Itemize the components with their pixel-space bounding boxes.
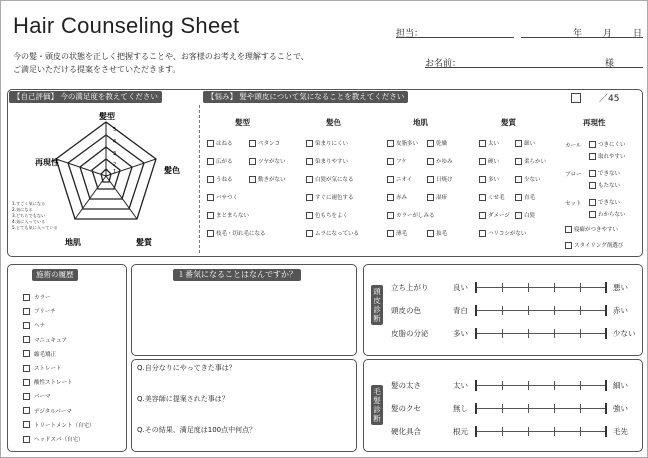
concern-checkbox[interactable] (249, 139, 280, 147)
concern-label: ダメージ (488, 213, 510, 219)
checkbox-icon[interactable] (249, 158, 256, 165)
history-label: パーマ (34, 394, 51, 401)
concern-label: 太い (488, 141, 500, 147)
concern-label: 柔らかい (524, 159, 547, 165)
concern-checkbox[interactable] (479, 175, 499, 183)
checkbox-icon[interactable] (515, 140, 522, 147)
history-item[interactable] (23, 421, 94, 429)
history-label: デジタルパーマ (34, 408, 72, 415)
diag-scale[interactable] (476, 287, 606, 288)
history-item[interactable] (23, 293, 51, 301)
concern-checkbox[interactable] (387, 175, 412, 183)
checkbox-icon[interactable] (427, 176, 434, 183)
concern-checkbox[interactable] (479, 193, 505, 201)
history-label: トリートメント（自宅） (34, 422, 95, 429)
repro-extra-2[interactable]: スタイリング剤選び (565, 241, 623, 249)
concern-label: 染まりにくい (315, 141, 349, 147)
scale-tick (528, 427, 529, 436)
history-label: カラー (34, 295, 51, 301)
scale-end (605, 305, 607, 316)
diag-right: 細い (613, 381, 628, 390)
checkbox-icon[interactable] (387, 212, 394, 219)
concerns-tag: 【悩み】 髪や頭皮について気になることを教えてください (203, 91, 408, 103)
history-item[interactable] (23, 435, 83, 443)
history-label: 酸性ストレート (34, 380, 73, 387)
concern-label: ハリコシがない (488, 231, 527, 237)
scale-tick (554, 283, 555, 292)
concern-head-3: 髪質 (501, 118, 516, 127)
scale-tick (502, 381, 503, 390)
concern-checkbox[interactable] (515, 175, 541, 183)
concern-checkbox[interactable] (249, 175, 286, 183)
diag-scale[interactable] (476, 385, 606, 386)
concern-checkbox[interactable] (306, 157, 348, 165)
intro-line-1: 今の髪・頭皮の状態を正しく把握することや、お客様のお考えを理解することで、 (13, 52, 309, 61)
concern-checkbox[interactable] (306, 193, 354, 201)
repro-blow-label: ブロー (565, 172, 582, 178)
diag-label: 頭皮の色 (391, 306, 421, 315)
concern-label: 広がる (216, 159, 233, 165)
concern-label: 少ない (524, 177, 541, 183)
scale-end (605, 426, 607, 437)
scale-tick (554, 404, 555, 413)
history-label: 縮毛矯正 (34, 351, 57, 358)
checkbox-icon[interactable] (23, 322, 30, 329)
concern-checkbox[interactable] (207, 157, 233, 165)
question-suggested: Q.美容師に提案された事は？ (137, 395, 229, 403)
scale-tick (528, 283, 529, 292)
concern-checkbox[interactable] (387, 229, 407, 237)
intro-line-2: ご満足いただける提案をさせていただきます。 (13, 65, 181, 74)
concern-label: 硬い (488, 159, 500, 165)
checkbox-icon[interactable] (23, 350, 30, 357)
concern-label: くせ毛 (488, 195, 505, 201)
history-item[interactable] (23, 378, 73, 386)
question-tried: Q.自分なりにやってきた事は？ (137, 364, 236, 372)
concern-label: ペタンコ (258, 141, 281, 147)
checkbox-icon[interactable] (515, 158, 522, 165)
diag-left: 青白 (453, 306, 468, 315)
scale-tick (502, 427, 503, 436)
history-item[interactable] (23, 392, 51, 400)
diag-scale[interactable] (476, 333, 606, 334)
repro-curl-opt1[interactable]: つきにくい (589, 140, 626, 148)
hair-diagnosis-tag: 毛髪診断 (371, 385, 383, 425)
history-tag: 施術の履歴 (32, 269, 78, 281)
history-label: マニュキュア (34, 337, 68, 344)
checkbox-icon[interactable] (306, 212, 313, 219)
repro-blow-opt2[interactable]: もたない (589, 181, 620, 189)
concern-checkbox[interactable] (427, 157, 453, 165)
diag-left: 無し (453, 404, 468, 413)
checkbox-icon[interactable] (515, 176, 522, 183)
checkbox-icon[interactable] (249, 140, 256, 147)
radar-scale-1: 1 (113, 169, 117, 175)
concern-label: はねる (216, 141, 233, 147)
concern-checkbox[interactable] (387, 211, 435, 219)
checkbox-icon[interactable] (23, 336, 30, 343)
history-label: ストレート (34, 366, 62, 372)
scale-tick (554, 329, 555, 338)
self-eval-tag: 【自己評価】 今の満足度を教えてください (9, 91, 162, 103)
concern-label: 日焼け (436, 177, 453, 183)
checkbox-icon[interactable] (207, 212, 214, 219)
scale-end (475, 403, 477, 414)
date-day-label: 日 (633, 29, 643, 39)
scale-tick (502, 283, 503, 292)
checkbox-icon[interactable] (207, 158, 214, 165)
checkbox-icon[interactable] (23, 365, 30, 372)
concern-checkbox[interactable] (479, 139, 499, 147)
concern-checkbox[interactable] (479, 229, 526, 237)
concern-label: ムラになっている (315, 231, 360, 237)
checkbox-icon[interactable] (479, 212, 486, 219)
concern-label: 動きがない (258, 177, 286, 183)
scale-tick (580, 427, 581, 436)
checkbox-icon[interactable] (479, 176, 486, 183)
radar-scale-4: 4 (113, 139, 117, 145)
diag-right: 少ない (613, 329, 636, 338)
concern-label: 直毛 (524, 195, 536, 201)
scale-tick (580, 306, 581, 315)
checkbox-icon[interactable] (306, 194, 313, 201)
concern-checkbox[interactable] (207, 229, 266, 237)
diag-scale[interactable] (476, 431, 606, 432)
repro-set-label: セット (565, 201, 582, 207)
diag-label: 髪のクセ (391, 404, 421, 413)
concern-checkbox[interactable] (306, 229, 359, 237)
question-score: Q.その結果、満足度は100点中何点？ (137, 426, 257, 434)
concern-label: うねる (216, 177, 233, 183)
concern-label: まとまらない (216, 213, 250, 219)
diag-label: 立ち上がり (391, 283, 429, 292)
honorific: 様 (605, 59, 615, 69)
scale-tick (580, 404, 581, 413)
panel-divider (199, 105, 200, 253)
concern-checkbox[interactable] (515, 211, 535, 219)
checkbox-icon[interactable] (427, 194, 434, 201)
scale-end (605, 328, 607, 339)
diag-right: 強い (613, 404, 628, 413)
history-item[interactable] (23, 350, 56, 358)
concern-label: 湿疹 (436, 195, 448, 201)
score-box[interactable] (571, 93, 581, 103)
concern-checkbox[interactable] (427, 175, 453, 183)
repro-extra-1[interactable]: 寝癖がつきやすい (565, 225, 618, 233)
concern-label: 多い (488, 177, 500, 183)
scale-tick (528, 306, 529, 315)
radar-legend: 1.すごく気になる 2.気になる 3.どちらでもない 4.気に入っている 5.とても気に入っている (12, 201, 58, 230)
scale-tick (580, 381, 581, 390)
history-label: ブリーチ (34, 309, 56, 316)
concern-label: 白髪が気になる (315, 177, 354, 183)
date-year-label: 年 (573, 29, 583, 39)
diag-left: 良い (453, 283, 468, 292)
concern-head-0: 髪型 (235, 118, 250, 127)
checkbox-icon[interactable] (427, 158, 434, 165)
concern-label: 白髪 (524, 213, 536, 219)
checkbox-icon[interactable] (207, 194, 214, 201)
staff-field[interactable] (396, 37, 514, 38)
diag-left: 多い (453, 329, 468, 338)
scale-end (605, 282, 607, 293)
checkbox-icon[interactable] (479, 194, 486, 201)
diag-label: 硬化具合 (391, 427, 421, 436)
score-suffix: ／45 (599, 94, 620, 104)
concern-checkbox[interactable] (387, 157, 407, 165)
checkbox-icon[interactable] (427, 230, 434, 237)
concern-checkbox[interactable] (207, 193, 238, 201)
history-label: ヘナ (34, 323, 46, 330)
staff-label: 担当： (396, 29, 424, 39)
repro-head: 再現性 (583, 118, 606, 127)
checkbox-icon[interactable] (306, 230, 313, 237)
concern-label: 皮脂多い (396, 141, 419, 147)
scalp-diagnosis-tag: 頭皮診断 (371, 285, 383, 325)
repro-set-opt2[interactable]: わからない (589, 210, 626, 218)
scale-tick (502, 404, 503, 413)
concern-checkbox[interactable] (515, 139, 535, 147)
repro-curl-opt2[interactable]: 取れやすい (589, 152, 626, 160)
checkbox-icon[interactable] (207, 230, 214, 237)
repro-blow-opt1[interactable]: できない (589, 169, 620, 177)
concern-head-2: 地肌 (413, 118, 428, 127)
scale-tick (580, 329, 581, 338)
radar-chart (11, 105, 201, 255)
concern-label: ニオイ (396, 177, 413, 183)
checkbox-icon[interactable] (479, 158, 486, 165)
date-month-label: 月 (603, 29, 613, 39)
name-label: お名前： (425, 59, 462, 69)
checkbox-icon[interactable] (515, 194, 522, 201)
concern-label: カラーがしみる (396, 213, 435, 219)
scale-tick (580, 283, 581, 292)
radar-scale-5: 5 (113, 127, 117, 133)
diag-scale[interactable] (476, 310, 606, 311)
concern-label: 赤み (396, 195, 408, 201)
concern-checkbox[interactable] (479, 211, 510, 219)
page-title: Hair Counseling Sheet (13, 13, 240, 38)
diag-right: 毛先 (613, 427, 628, 436)
concern-label: 乾燥 (436, 141, 448, 147)
concern-head-1: 髪色 (326, 118, 341, 127)
history-label: ヘッドスパ（自宅） (34, 437, 84, 443)
checkbox-icon[interactable] (306, 140, 313, 147)
scale-tick (554, 427, 555, 436)
concern-label: 色もちをよく (315, 213, 349, 219)
concern-label: 染まりやすい (315, 159, 349, 165)
concern-label: すぐに褪色する (315, 195, 354, 201)
history-item[interactable] (23, 407, 72, 415)
repro-curl-label: カール (565, 143, 582, 149)
concern-checkbox[interactable] (207, 175, 233, 183)
concern-checkbox[interactable] (427, 193, 447, 201)
scale-end (475, 305, 477, 316)
scale-end (475, 380, 477, 391)
name-field[interactable] (425, 67, 643, 68)
repro-set-opt1[interactable]: できない (589, 198, 620, 206)
checkbox-icon[interactable] (23, 421, 30, 428)
concern-label: 細い (524, 141, 536, 147)
checkbox-icon[interactable] (387, 194, 394, 201)
checkbox-icon[interactable] (23, 294, 30, 301)
concern-label: 抜毛 (436, 231, 448, 237)
checkbox-icon[interactable] (387, 230, 394, 237)
scale-end (605, 403, 607, 414)
diag-left: 太い (453, 381, 468, 390)
radar-scale-3: 3 (113, 151, 117, 157)
checkbox-icon[interactable] (306, 176, 313, 183)
concern-checkbox[interactable] (387, 139, 418, 147)
concern-checkbox[interactable] (306, 175, 354, 183)
date-field[interactable] (521, 37, 643, 38)
scale-tick (554, 306, 555, 315)
scale-tick (528, 329, 529, 338)
question1-tag: １番気になることはなんですか？ (173, 269, 301, 281)
radar-axis-reproducibility: 再現性 (35, 158, 59, 167)
checkbox-icon[interactable] (387, 140, 394, 147)
concern-label: 枝毛・切れ毛になる (216, 231, 266, 237)
concern-checkbox[interactable] (207, 211, 249, 219)
checkbox-icon[interactable] (23, 379, 30, 386)
concern-checkbox[interactable] (306, 139, 348, 147)
concern-checkbox[interactable] (306, 211, 348, 219)
diag-left: 根元 (453, 427, 468, 436)
history-item[interactable] (23, 307, 56, 315)
scale-end (475, 282, 477, 293)
concern-label: パサつく (216, 195, 239, 201)
diag-label: 髪の太さ (391, 381, 421, 390)
scale-end (475, 328, 477, 339)
diag-label: 皮脂の分泌 (391, 329, 429, 338)
concern-label: フケ (396, 159, 407, 165)
checkbox-icon[interactable] (23, 407, 30, 414)
concern-checkbox[interactable] (479, 157, 499, 165)
checkbox-icon[interactable] (207, 176, 214, 183)
scale-end (605, 380, 607, 391)
diag-scale[interactable] (476, 408, 606, 409)
radar-axis-color: 髪色 (164, 166, 180, 175)
history-item[interactable] (23, 336, 67, 344)
scale-tick (502, 306, 503, 315)
scale-tick (554, 381, 555, 390)
scale-tick (502, 329, 503, 338)
concern-checkbox[interactable] (249, 157, 286, 165)
checkbox-icon[interactable] (23, 436, 30, 443)
concern-checkbox[interactable] (515, 157, 546, 165)
concern-checkbox[interactable] (207, 139, 233, 147)
scale-tick (528, 381, 529, 390)
checkbox-icon[interactable] (427, 140, 434, 147)
checkbox-icon[interactable] (479, 230, 486, 237)
history-item[interactable] (23, 321, 45, 329)
diag-right: 赤い (613, 306, 628, 315)
checkbox-icon[interactable] (306, 158, 313, 165)
radar-axis-quality: 髪質 (136, 238, 152, 247)
checkbox-icon[interactable] (515, 212, 522, 219)
concern-checkbox[interactable] (427, 229, 447, 237)
checkbox-icon[interactable] (23, 308, 30, 315)
concern-label: 薄毛 (396, 231, 408, 237)
concern-label: かゆみ (436, 159, 453, 165)
checkbox-icon[interactable] (479, 140, 486, 147)
diag-right: 悪い (613, 283, 628, 292)
checkbox-icon[interactable] (23, 393, 30, 400)
checkbox-icon[interactable] (249, 176, 256, 183)
radar-axis-scalp: 地肌 (65, 238, 81, 247)
concern-checkbox[interactable] (387, 193, 407, 201)
checkbox-icon[interactable] (387, 158, 394, 165)
concern-label: ツヤがない (258, 159, 286, 165)
radar-axis-hairstyle: 髪型 (99, 112, 115, 121)
checkbox-icon[interactable] (207, 140, 214, 147)
history-item[interactable] (23, 364, 62, 372)
radar-scale-2: 2 (113, 162, 117, 168)
concern-checkbox[interactable] (427, 139, 447, 147)
concern-checkbox[interactable] (515, 193, 535, 201)
scale-tick (528, 404, 529, 413)
checkbox-icon[interactable] (387, 176, 394, 183)
scale-end (475, 426, 477, 437)
